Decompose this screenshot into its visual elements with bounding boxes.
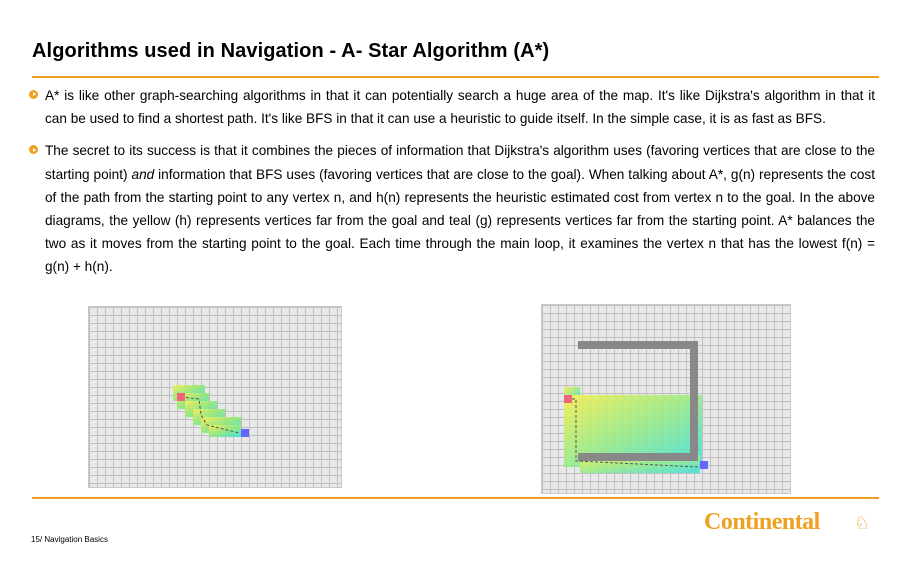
bullet-2-text-em: and [131,166,155,182]
start-node [177,393,185,401]
horse-icon: ♘ [854,513,871,533]
bullet-2-text-post: information that BFS uses (favoring vertices that are close to the goal). When talking about A*, g(n) represents the cost of the path from the starting point to any vertex n, and h(n) represents the heuristic estimated cost from vertex n to the goal. In the above diagrams, the yellow (h) represents vertices far from the goal and teal (g) represents vertices far from the starting point. A* balances the two as it moves from the starting point to the goal. Each time through the main loop, it examines the vertex n that has the lowest f(n) = g(n) + h(n). [45,166,875,275]
logo-text: Continental [704,509,820,535]
title-rule [32,76,879,78]
astar-diagram-obstacle [541,304,791,494]
bullet-arrow-icon [29,90,38,99]
bullet-2 [28,139,875,278]
start-node [564,395,572,403]
astar-diagram-open-graphic [89,307,341,487]
bullet-1 [28,84,875,130]
slide-title: Algorithms used in Navigation - A- Star Algorithm (A*) [32,40,550,62]
footer-rule [32,497,879,499]
page-number: 15 [31,535,40,544]
bullet-2-text-pre: The secret to its success is that it combines the pieces of information that Dijkstra's algorithm uses (favoring vertices that are close to the starting point) [45,143,875,182]
goal-node [241,429,249,437]
bullet-1-text: A* is like other graph-searching algorithms in that it can potentially search a huge area of the map. It's like Dijkstra's algorithm in that it can be used to find a shortest path. It's like BFS in that it can use a heuristic to guide itself. In the simple case, it is as fast as BFS. [45,88,875,127]
footer-section: Navigation Basics [44,535,108,544]
footer [31,535,108,544]
bullet-list [28,84,875,279]
continental-logo [704,509,884,539]
bullet-arrow-icon [29,145,38,154]
explored-area [173,385,241,437]
footer-separator: / [39,535,43,544]
goal-node [700,461,708,469]
astar-diagram-open [88,306,342,488]
astar-diagram-obstacle-graphic [542,305,790,493]
